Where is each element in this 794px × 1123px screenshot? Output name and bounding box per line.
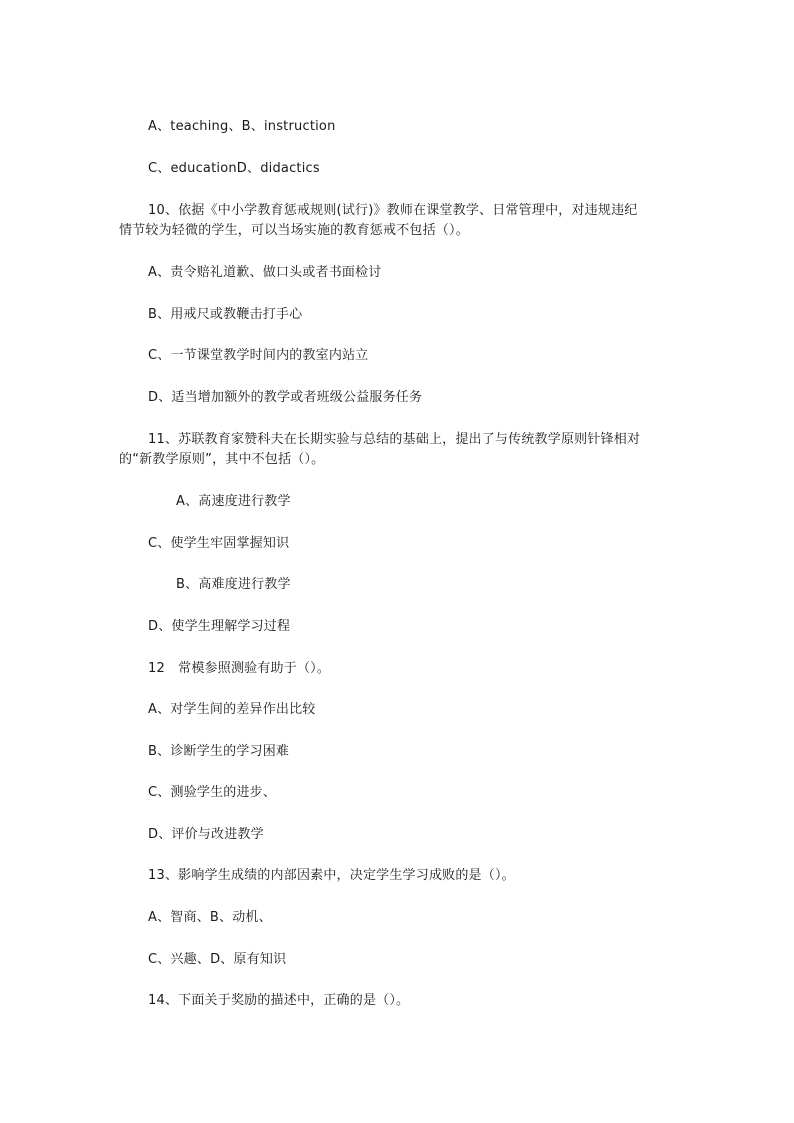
q12-option-c: C、测验学生的进步、 xyxy=(148,785,277,800)
q10-option-a: A、责令赔礼道歉、做口头或者书面检讨 xyxy=(148,265,382,280)
q14-stem: 14、下面关于奖励的描述中，正确的是（）。 xyxy=(148,993,410,1008)
q11-stem-line1: 11、苏联教育家赞科夫在长期实验与总结的基础上，提出了与传统教学原则针锋相对 xyxy=(148,432,641,447)
q11-option-d: D、使学生理解学习过程 xyxy=(148,619,291,634)
q11-option-c: C、使学生牢固掌握知识 xyxy=(148,536,290,551)
q10-stem-line1: 10、依据《中小学教育惩戒规则(试行)》教师在课堂教学、日常管理中，对违规违纪 xyxy=(148,203,638,218)
q12-option-a: A、对学生间的差异作出比较 xyxy=(148,702,316,717)
q9-options-ab: A、teaching、B、instruction xyxy=(148,119,336,134)
q11-option-b: B、高难度进行教学 xyxy=(176,577,291,592)
q13-options-cd: C、兴趣、D、原有知识 xyxy=(148,952,287,967)
q11-option-a: A、高速度进行教学 xyxy=(176,494,291,509)
q12-option-d: D、评价与改进教学 xyxy=(148,827,264,842)
q12-stem: 12 常模参照测验有助于（）。 xyxy=(148,661,331,676)
q10-option-d: D、适当增加额外的教学或者班级公益服务任务 xyxy=(148,390,423,405)
q13-options-ab: A、智商、B、动机、 xyxy=(148,910,272,925)
q12-option-b: B、诊断学生的学习困难 xyxy=(148,744,290,759)
q9-options-cd: C、educationD、didactics xyxy=(148,161,320,176)
q11-stem-line2: 的“新教学原则”，其中不包括（）。 xyxy=(119,452,325,467)
q10-stem-line2: 情节较为轻微的学生，可以当场实施的教育惩戒不包括（）。 xyxy=(119,223,469,238)
q10-option-c: C、一节课堂教学时间内的教室内站立 xyxy=(148,348,369,363)
q10-option-b: B、用戒尺或教鞭击打手心 xyxy=(148,307,303,322)
q13-stem: 13、影响学生成绩的内部因素中，决定学生学习成败的是（）。 xyxy=(148,868,515,883)
